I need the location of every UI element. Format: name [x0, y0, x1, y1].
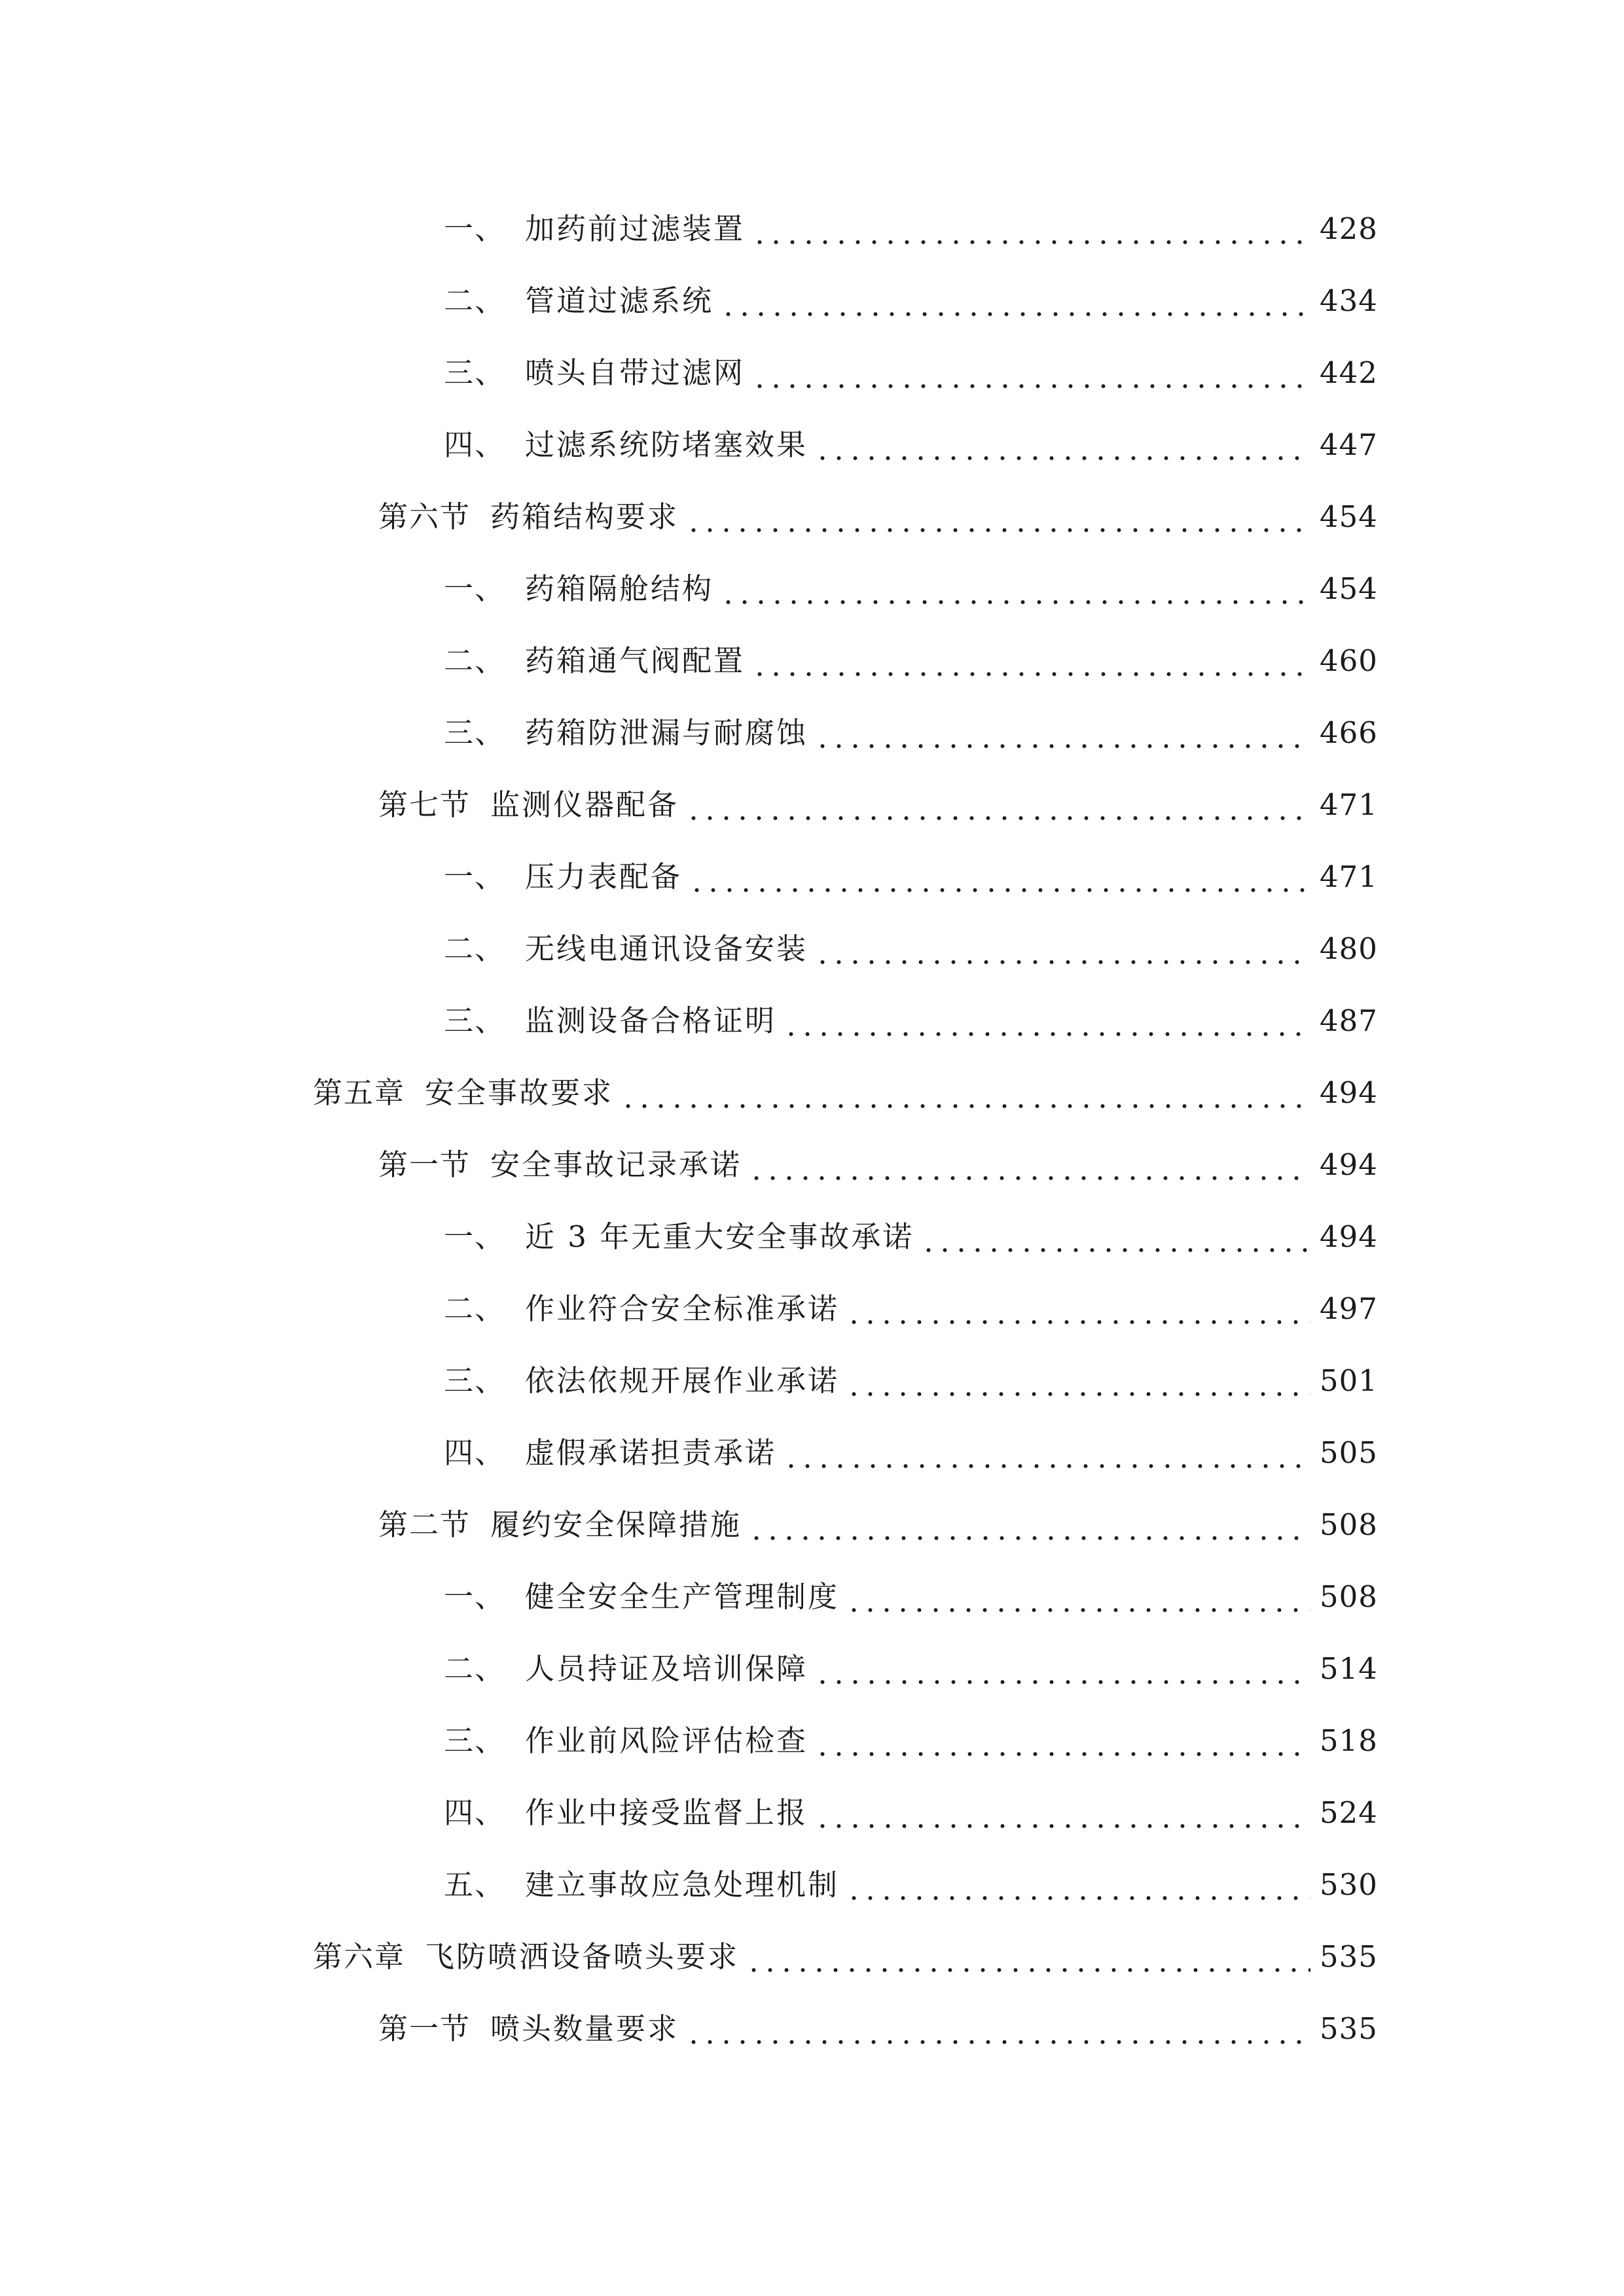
toc-entry-page: 535 [1320, 2011, 1378, 2046]
dot-leader [689, 851, 1310, 903]
dot-leader [920, 1211, 1310, 1263]
dot-leader [720, 563, 1310, 615]
toc-entry [444, 347, 1378, 399]
toc-entry-page: 535 [1320, 1939, 1378, 1974]
toc-entry-number: 一、 [444, 1219, 506, 1254]
dot-leader [746, 1931, 1310, 1983]
toc-entry-number: 二、 [444, 1291, 506, 1326]
toc-entry-title: 健全安全生产管理制度 [525, 1579, 840, 1614]
toc-entry-page: 447 [1320, 427, 1378, 462]
toc-entry-page: 505 [1320, 1435, 1378, 1470]
dot-leader [846, 1355, 1310, 1407]
toc-entry-title: 喷头数量要求 [490, 2011, 679, 2046]
toc-entry-title: 安全事故记录承诺 [490, 1147, 742, 1182]
toc-entry-number: 三、 [444, 1723, 506, 1758]
dot-leader [685, 779, 1310, 831]
toc-entry [378, 2003, 1378, 2055]
toc-entry-page: 524 [1320, 1795, 1378, 1830]
toc-entry-title: 作业中接受监督上报 [525, 1795, 808, 1830]
toc-entry-title: 安全事故要求 [425, 1075, 614, 1110]
toc-entry-number: 第六节 [378, 499, 471, 534]
toc-entry-number: 一、 [444, 859, 506, 894]
toc-entry-page: 530 [1320, 1867, 1378, 1902]
toc-entry [444, 1211, 1378, 1263]
toc-entry-page: 471 [1320, 787, 1378, 822]
toc-entry-page: 487 [1320, 1003, 1378, 1038]
toc-entry [313, 1931, 1378, 1983]
toc-entry-title: 履约安全保障措施 [490, 1507, 742, 1542]
toc-entry [444, 995, 1378, 1047]
toc-entry-number: 三、 [444, 1003, 506, 1038]
toc-entry [444, 923, 1378, 975]
toc-entry-number: 第一节 [378, 2011, 471, 2046]
toc-entry-title: 作业符合安全标准承诺 [525, 1291, 840, 1326]
toc-entry-number: 二、 [444, 283, 506, 318]
dot-leader [846, 1283, 1310, 1335]
toc-entry [444, 1715, 1378, 1767]
toc-entry-title: 建立事故应急处理机制 [525, 1867, 840, 1902]
toc-entry [444, 851, 1378, 903]
toc-entry-title: 虚假承诺担责承诺 [525, 1435, 777, 1470]
toc-entry [378, 1139, 1378, 1191]
toc-entry [444, 563, 1378, 615]
toc-entry-page: 434 [1320, 283, 1378, 318]
toc-entry-number: 二、 [444, 931, 506, 966]
toc-entry [444, 1427, 1378, 1479]
dot-leader [846, 1859, 1310, 1911]
toc-entry [313, 1067, 1378, 1119]
toc-entry-page: 480 [1320, 931, 1378, 966]
toc-entry-number: 第五章 [313, 1075, 406, 1110]
dot-leader [783, 1427, 1310, 1479]
toc-entry-number: 二、 [444, 643, 506, 678]
toc-entry-number: 四、 [444, 1435, 506, 1470]
dot-leader [685, 2003, 1310, 2055]
toc-entry-number: 一、 [444, 1579, 506, 1614]
toc-entry [444, 1643, 1378, 1695]
toc-entry-title: 作业前风险评估检查 [525, 1723, 808, 1758]
toc-entry-number: 二、 [444, 1651, 506, 1686]
toc-entry-title: 近 3 年无重大安全事故承诺 [525, 1219, 914, 1254]
toc-entry-number: 第七节 [378, 787, 471, 822]
toc-entry-page: 514 [1320, 1651, 1378, 1686]
toc-entry-title: 人员持证及培训保障 [525, 1651, 808, 1686]
toc-entry-title: 药箱通气阀配置 [525, 643, 746, 678]
dot-leader [814, 1715, 1310, 1767]
dot-leader [685, 491, 1310, 543]
toc-entry-page: 501 [1320, 1363, 1378, 1398]
toc-entry-title: 依法依规开展作业承诺 [525, 1363, 840, 1398]
toc-entry [444, 707, 1378, 759]
dot-leader [751, 635, 1310, 687]
toc-entry-title: 压力表配备 [525, 859, 683, 894]
toc-entry [444, 1283, 1378, 1335]
toc-entry [444, 1787, 1378, 1839]
toc-entry-page: 494 [1320, 1075, 1378, 1110]
toc-entry-page: 497 [1320, 1291, 1378, 1326]
toc-entry-number: 四、 [444, 427, 506, 462]
dot-leader [748, 1499, 1310, 1551]
dot-leader [620, 1067, 1310, 1119]
toc-entry-title: 药箱防泄漏与耐腐蚀 [525, 715, 808, 750]
toc-entry-title: 监测设备合格证明 [525, 1003, 777, 1038]
toc-entry [378, 491, 1378, 543]
toc-entry [378, 779, 1378, 831]
toc-entry-number: 一、 [444, 571, 506, 606]
toc-entry-number: 一、 [444, 211, 506, 246]
toc-entry-page: 508 [1320, 1507, 1378, 1542]
toc-entry-number: 三、 [444, 355, 506, 390]
dot-leader [814, 419, 1310, 471]
dot-leader [783, 995, 1310, 1047]
toc-entry-title: 监测仪器配备 [490, 787, 679, 822]
toc-entry-page: 442 [1320, 355, 1378, 390]
dot-leader [751, 347, 1310, 399]
toc-entry-number: 第一节 [378, 1147, 471, 1182]
toc-entry-page: 428 [1320, 211, 1378, 246]
toc-entry [444, 1859, 1378, 1911]
toc-entry [444, 1355, 1378, 1407]
toc-entry-title: 药箱隔舱结构 [525, 571, 714, 606]
toc-entry [444, 1571, 1378, 1623]
toc-entry-number: 三、 [444, 715, 506, 750]
dot-leader [846, 1571, 1310, 1623]
toc-entry-title: 管道过滤系统 [525, 283, 714, 318]
toc-entry-title: 药箱结构要求 [490, 499, 679, 534]
dot-leader [814, 1787, 1310, 1839]
toc-entry-title: 过滤系统防堵塞效果 [525, 427, 808, 462]
toc-entry-page: 508 [1320, 1579, 1378, 1614]
toc-entry-page: 454 [1320, 499, 1378, 534]
toc-entry-title: 喷头自带过滤网 [525, 355, 746, 390]
toc-entry-page: 518 [1320, 1723, 1378, 1758]
toc-entry-title: 飞防喷洒设备喷头要求 [425, 1939, 740, 1974]
dot-leader [814, 707, 1310, 759]
toc-entry [444, 635, 1378, 687]
dot-leader [814, 923, 1310, 975]
toc-entry-title: 加药前过滤装置 [525, 211, 746, 246]
dot-leader [814, 1643, 1310, 1695]
toc-entry [444, 419, 1378, 471]
toc-entry-page: 466 [1320, 715, 1378, 750]
toc-entry-page: 471 [1320, 859, 1378, 894]
toc-entry-page: 454 [1320, 571, 1378, 606]
toc-entry-title: 无线电通讯设备安装 [525, 931, 808, 966]
toc-entry [444, 275, 1378, 327]
dot-leader [748, 1139, 1310, 1191]
toc-entry-page: 494 [1320, 1147, 1378, 1182]
toc-entry-page: 460 [1320, 643, 1378, 678]
toc-entry [378, 1499, 1378, 1551]
toc-entry-number: 五、 [444, 1867, 506, 1902]
toc-entry-number: 第六章 [313, 1939, 406, 1974]
toc-entry-number: 第二节 [378, 1507, 471, 1542]
dot-leader [751, 203, 1310, 255]
dot-leader [720, 275, 1310, 327]
toc-entry-page: 494 [1320, 1219, 1378, 1254]
toc-entry [444, 203, 1378, 255]
toc-entry-number: 四、 [444, 1795, 506, 1830]
toc-entry-number: 三、 [444, 1363, 506, 1398]
